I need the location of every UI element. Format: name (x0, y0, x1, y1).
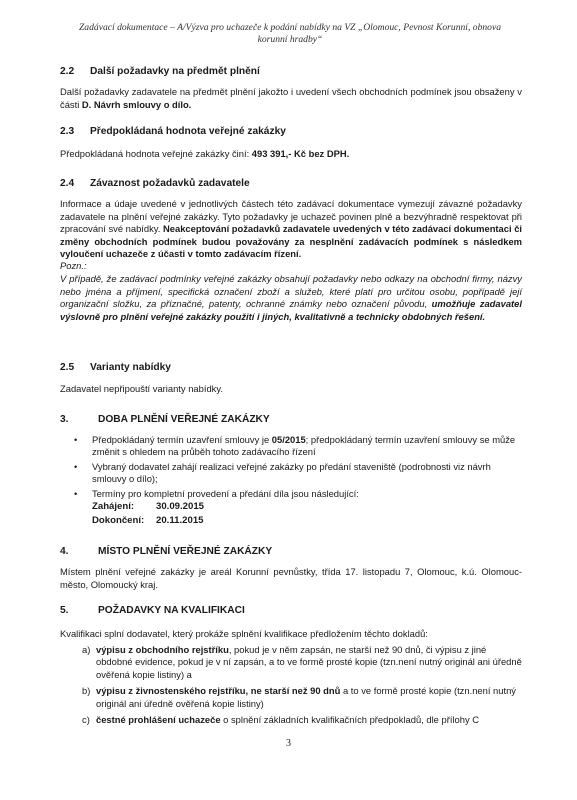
list-item (60, 434, 522, 459)
end-value: 20.11.2015 (156, 515, 204, 526)
section-number: 2.2 (60, 66, 75, 77)
section-number: 2.5 (60, 362, 75, 373)
section-title: Předpokládaná hodnota veřejné zakázky (90, 126, 286, 137)
section-2-2-text (60, 86, 522, 111)
bullet-text: Termíny pro kompletní provedení a předání díla jsou následující: (92, 487, 359, 499)
paragraph-bold: Neakceptování požadavků zadavatele uvedených v této zadávací dokumentaci či změny obchodních podmínek budou považovány za nesplnění zadávacích podmínek s následkem vyloučení uchazeče z účasti v tomto zadávacím řízení. (60, 223, 523, 260)
bullet-text: ; předpokládaný termín uzavření smlouvy se může změnit s ohledem na průběh tohoto zadávacího řízení (92, 434, 516, 458)
section-3-bullets (60, 434, 522, 502)
list-item (60, 488, 522, 500)
section-3-heading (60, 414, 270, 425)
item-bold: výpisu z živnostenského rejstříku, ne starší než 90 dnů (96, 685, 341, 697)
section-5-intro: Kvalifikaci splní dodavatel, který prokáže splnění kvalifikace předložením těchto dokladů: (60, 628, 428, 639)
schedule-dates (92, 500, 204, 528)
section-number: 4. (60, 546, 69, 557)
item-letter: a) (82, 644, 91, 655)
paragraph-text: Informace a údaje uvedené v jednotlivých částech této zadávací dokumentace vymezují závazné požadavky zadavatele na plnění veřejné zakázky. Tyto požadavky je uchazeč povinen plně a bezvýhradně respektovat při zpracování své nabídky. (60, 198, 522, 235)
section-2-5-heading (60, 362, 171, 373)
end-row (92, 514, 204, 528)
qualification-list (60, 644, 522, 730)
section-2-4-heading (60, 178, 250, 189)
estimated-value: 493 391,- Kč bez DPH. (251, 148, 350, 159)
section-2-3-heading (60, 126, 286, 137)
paragraph-bold: D. Návrh smlouvy o dílo. (81, 98, 192, 110)
list-item (60, 685, 522, 710)
page-number: 3 (286, 738, 291, 749)
note-text: V případě, že zadávací podmínky veřejné zakázky obsahují požadavky nebo odkazy na obchodní firmy, názvy nebo jména a příjmení, specifická označení zboží a služeb, které platí pro určitou osobu, popřípadě její organizační složku, za příznačné, patenty, ochranné známky nebo označení původu, (60, 273, 522, 310)
section-2-4-note-label: Pozn.: (60, 260, 87, 271)
section-title: Závaznost požadavků zadavatele (90, 178, 250, 189)
section-title: Další požadavky na předmět plnění (90, 66, 260, 77)
item-letter: c) (82, 714, 90, 726)
item-text: a to ve formě prosté kopie (tzn.není nutný originál ani úředně ověřená kopie listiny) (96, 685, 516, 709)
section-title: Varianty nabídky (90, 362, 171, 373)
item-letter: b) (82, 685, 91, 697)
header-line-1: Zadávací dokumentace – A/Výzva pro uchazeče k podání nabídky na VZ „Olomouc, Pevnost Korunní, obnova (78, 22, 502, 33)
start-label: Zahájení: (92, 501, 135, 512)
start-value: 30.09.2015 (156, 501, 205, 512)
note-bold: umožňuje zadavatel výslovně pro plnění veřejné zakázky použití i jiných, kvalitativně a technicky obdobných řešení. (60, 298, 522, 322)
section-4-heading (60, 546, 272, 557)
page-header (40, 22, 540, 46)
section-number: 5. (60, 605, 69, 616)
section-2-2-heading (60, 66, 260, 77)
section-5-heading (60, 605, 245, 616)
section-number: 2.4 (60, 178, 75, 189)
bullet-text: Vybraný dodavatel zahájí realizaci veřejné zakázky po předání staveniště (podrobnosti viz návrh smlouvy o dílo); (92, 460, 491, 485)
end-label: Dokončení: (92, 515, 145, 526)
section-title: MÍSTO PLNĚNÍ VEŘEJNÉ ZAKÁZKY (98, 546, 273, 557)
contract-date: 05/2015 (271, 434, 306, 445)
start-row (92, 500, 204, 514)
section-title: POŽADAVKY NA KVALIFIKACI (98, 605, 245, 616)
item-text: o splnění základních kvalifikačních předpokladů, dle přílohy C (220, 714, 480, 726)
list-item (60, 714, 522, 726)
section-number: 2.3 (60, 126, 75, 137)
section-2-4-note (60, 273, 522, 323)
section-title: DOBA PLNĚNÍ VEŘEJNÉ ZAKÁZKY (98, 414, 270, 425)
header-line-2: korunní hradby“ (257, 34, 323, 45)
section-2-3-text (60, 148, 522, 161)
bullet-text: Předpokládaný termín uzavření smlouvy je (92, 434, 272, 445)
list-item (60, 461, 522, 486)
item-bold: výpisu z obchodního rejstříku (96, 644, 229, 655)
list-item (60, 644, 522, 681)
paragraph-text: Další požadavky zadavatele na předmět plnění jakožto i uvedení všech obchodních podmínek jsou obsaženy v části (60, 86, 522, 110)
section-4-text: Místem plnění veřejné zakázky je areál Korunní pevnůstky, třída 17. listopadu 7, Olomouc, k.ú. Olomouc-město, Olomoucký kraj. (60, 566, 522, 590)
section-2-4-text (60, 198, 522, 261)
section-2-5-text: Zadavatel nepřipouští varianty nabídky. (60, 383, 223, 394)
item-bold: čestné prohlášení uchazeče (96, 714, 221, 726)
paragraph-text: Předpokládaná hodnota veřejné zakázky činí: (60, 148, 252, 159)
section-number: 3. (60, 414, 69, 425)
item-text: , pokud je v něm zapsán, ne starší než 90 dnů, či výpisu z jiné obdobné evidence, pokud je v ní zapsán, a to ve formě prosté kopie (tzn.není nutný originál ani úředně ověřená kopie listiny) a (96, 644, 522, 680)
